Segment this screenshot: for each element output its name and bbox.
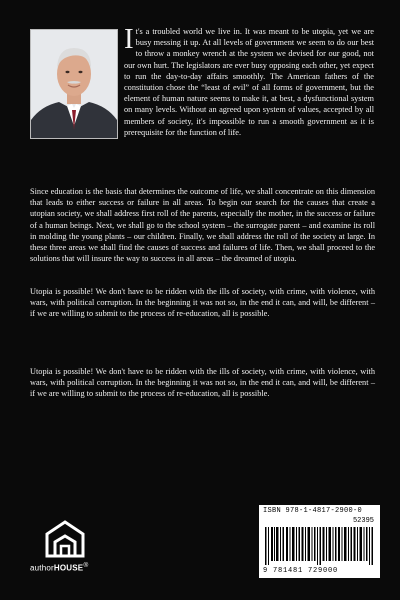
authorhouse-logo-icon [43,520,87,558]
intro-text: t's a troubled world we live in. It was meant to be utopia, yet we are busy messing it up. At all levels of government we seem to do our best to throw a monkey wrench at the system we devised for our good, not our own hurt. The legislators are ever busy opposing each other, yet expect to run the day-to-day affairs smoothly. The American fathers of the constitution chose the “least of evil” of all forms of government, but the element of human nature seems to make it, at best, a dysfunctional system on many levels. Without an agreed upon system of values, accepted by all members of society, it's impossible to run a smooth government as it is prerequisite for the function of life. [124,27,374,137]
price-code: 52395 [352,517,374,525]
drop-cap: I [124,23,134,55]
publisher-name-part1: author [30,563,54,573]
barcode-bars [263,527,377,565]
paragraph-education: Since education is the basis that determines the outcome of life, we shall concentrate on this dimension that leads to either success or failure in all areas. To begin our search for the causes that create a utopian society, we shall address first roll of the parents, especially the mother, in the success or failure of a human beings. Next, we shall go to the school system – the surrogate parent – and examine its roll in molding the young plants – our children. Finally, we shall address the roll of the society at large. In these three areas we shall find the causes of success and failures of life. Then, we shall proceed to the solutions that will insure the way to success in all areas – the dreamed of utopia. [30,187,375,264]
isbn-barcode [259,505,380,578]
ean-number: 9 781481 729000 [263,567,339,575]
isbn-number: ISBN 978-1-4817-2900-0 [263,507,363,515]
paragraph-utopia-repeat: Utopia is possible! We don't have to be ridden with the ills of society, with crime, with violence, with wars, with political corruption. In the beginning it was not so, in the end it can, and will, be different – if we are willing to submit to the process of re-education, all is possible. [30,367,375,399]
publisher-name-part2: HOUSE [53,563,84,573]
publisher-name [30,562,88,573]
publisher-mark: ® [83,562,89,569]
paragraph-utopia: Utopia is possible! We don't have to be ridden with the ills of society, with crime, with violence, with wars, with political corruption. In the beginning it was not so, in the end it can, and will, be different – if we are willing to submit to the process of re-education, all is possible. [30,287,375,319]
author-portrait-icon [31,30,117,138]
intro-paragraph [124,23,374,138]
author-photo [31,30,117,138]
